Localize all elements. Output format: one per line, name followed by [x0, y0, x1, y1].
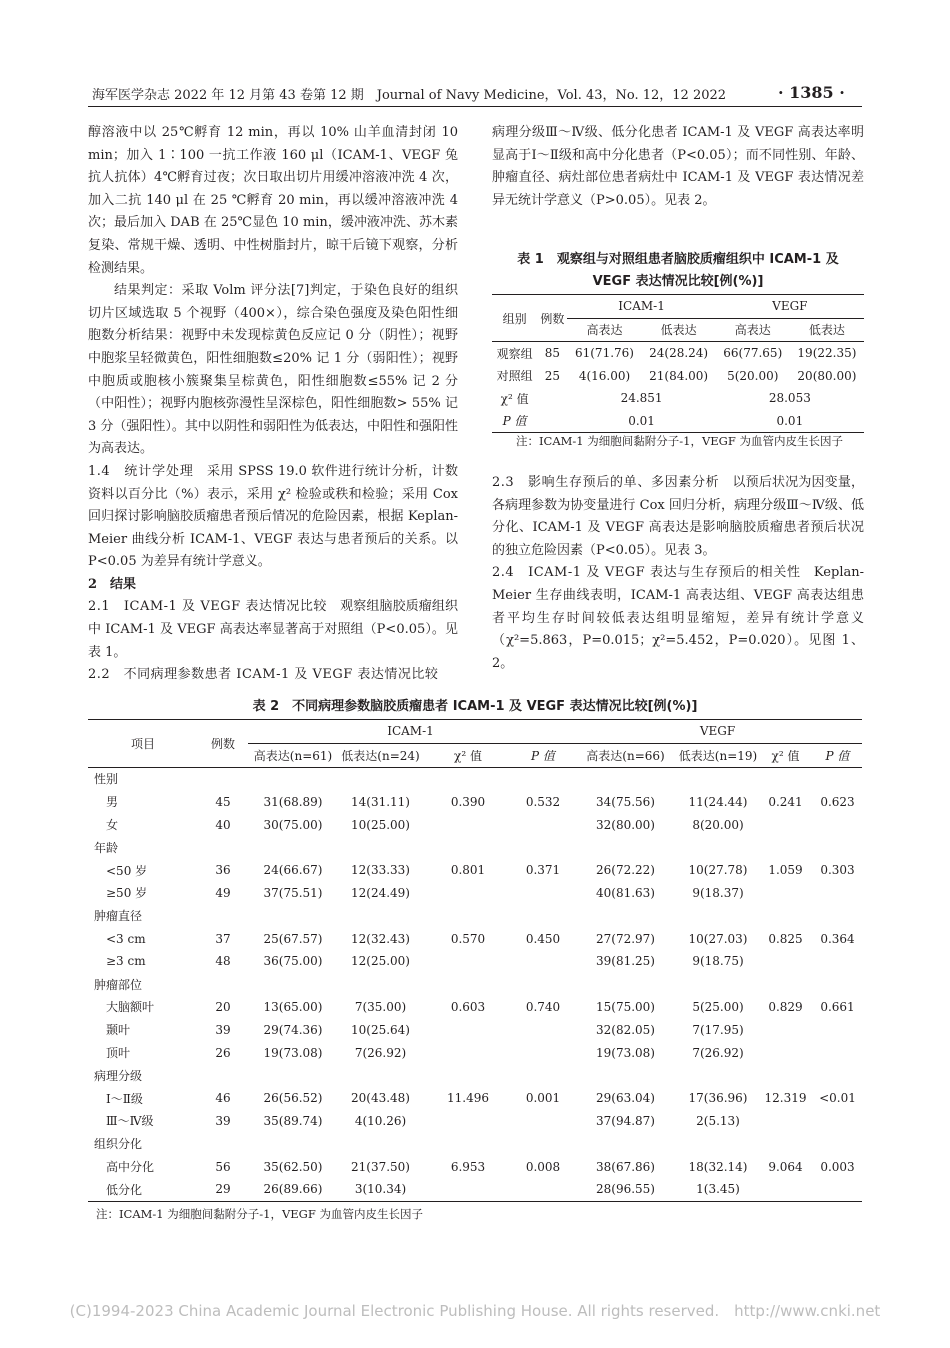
t2-cell: 20(43.48)	[351, 1091, 410, 1106]
t2-empty-cell	[338, 904, 423, 927]
t2-cell: 26(72.22)	[596, 863, 655, 878]
t2-sub-header: χ² 值	[454, 748, 482, 763]
t2-cell	[423, 1018, 513, 1041]
t2-empty-cell	[678, 904, 758, 927]
t2-cell: 0.740	[525, 999, 561, 1014]
t2-cell: 10(25.00)	[351, 817, 410, 832]
t2-cell	[758, 1018, 813, 1041]
t2-cell	[513, 882, 573, 905]
t2-empty-cell	[813, 1064, 862, 1087]
t2-cell: 56	[215, 1159, 231, 1174]
table-group-row	[88, 836, 862, 859]
t2-row-label: 女	[106, 818, 119, 833]
t2-row-label: 男	[106, 795, 119, 810]
t2-cell	[758, 1041, 813, 1064]
t2-empty-cell	[813, 973, 862, 996]
t2-cell: 40(81.63)	[596, 885, 655, 900]
t1-chi-label: χ² 值	[500, 391, 529, 406]
t2-cell: 7(26.92)	[354, 1045, 407, 1060]
section-2-title: 2 结果	[88, 576, 137, 592]
t2-empty-cell	[248, 767, 338, 790]
section-2-1	[88, 596, 458, 664]
section-1-4-text: 采用 SPSS 19.0 软件进行统计分析，计数资料以百分比（%）表示，采用 χ² 检验或秩和检验；采用 Cox 回归探讨影响脑胶质瘤患者预后情况的危险因素，根据 Keplan-Meier 曲线分析 ICAM-1、VEGF 表达与患者预后的关系。以 P<0.05 为差异有统计学意义。	[88, 463, 458, 570]
table-group-row	[88, 973, 862, 996]
t2-row-label: 大脑额叶	[106, 1000, 155, 1015]
table1	[492, 294, 864, 433]
t2-sub-header: 低表达(n=19)	[678, 748, 758, 763]
t2-cell: 32(82.05)	[596, 1022, 655, 1037]
t2-cell: 32(80.00)	[596, 817, 655, 832]
t2-cell: 2(5.13)	[696, 1113, 740, 1128]
t2-sub-header: 低表达(n=24)	[341, 748, 420, 763]
t1-header-vegf-low: 低表达	[808, 323, 845, 338]
t2-row-label: ≥3 cm	[106, 954, 146, 969]
t2-cell	[423, 882, 513, 905]
t2-cell: 10(25.64)	[351, 1022, 410, 1037]
t2-cell: 39	[215, 1022, 231, 1037]
table-row	[88, 882, 862, 905]
t2-group-label: 肿瘤部位	[94, 977, 143, 992]
t2-cell: 48	[215, 954, 231, 969]
table-row	[88, 790, 862, 813]
t2-empty-cell	[513, 1064, 573, 1087]
t2-sub-header: 高表达(n=61)	[253, 748, 333, 763]
table1-caption-line2: VEGF 表达情况比较[例(%)]	[592, 274, 764, 289]
copyright-footer: (C)1994-2023 China Academic Journal Electronic Publishing House. All rights reserved. http://www.cnki.net	[69, 1302, 881, 1320]
t2-cell: 12(32.43)	[351, 931, 410, 946]
t2-empty-cell	[513, 973, 573, 996]
table2-caption: 表 2 不同病理参数脑胶质瘤患者 ICAM-1 及 VEGF 表达情况比较[例(%)]	[252, 699, 698, 714]
t2-cell: 26(56.52)	[263, 1091, 323, 1106]
t1-cell: 21(84.00)	[649, 368, 709, 383]
t2-cell: 35(89.74)	[263, 1113, 323, 1128]
t2-empty-cell	[423, 904, 513, 927]
page-number: · 1385 ·	[778, 83, 845, 102]
t2-group-label: 病理分级	[94, 1068, 143, 1083]
table-row	[88, 1110, 862, 1133]
section-2-3-text: 以预后状况为因变量，各病理参数为协变量进行 Cox 回归分析，病理分级Ⅲ～Ⅳ级、低分化、ICAM-1 及 VEGF 高表达是影响脑胶质瘤患者预后状况的独立危险因素（P<0.05）。见表 3。	[492, 475, 864, 558]
t2-cell: 0.570	[450, 931, 486, 946]
t2-cell: 6.953	[450, 1159, 486, 1174]
t2-sub-header: P 值	[825, 748, 850, 763]
t2-cell: 21(37.50)	[351, 1159, 410, 1174]
table-row	[88, 813, 862, 836]
t2-empty-cell	[573, 767, 678, 790]
t2-sub-header: 高表达(n=66)	[586, 748, 665, 763]
t2-cell: 7(17.95)	[692, 1022, 744, 1037]
t2-empty-cell	[758, 1064, 813, 1087]
section-2-4	[492, 562, 864, 675]
table-row	[492, 342, 864, 365]
t1-cell: 24(28.24)	[649, 346, 709, 361]
t2-cell: 37	[215, 931, 231, 946]
right-column-bottom	[492, 472, 864, 675]
t2-cell: 4(10.26)	[354, 1113, 407, 1128]
t2-empty-cell	[198, 904, 248, 927]
t1-p-vegf: 0.01	[776, 413, 804, 428]
t1-header-icam-high: 高表达	[586, 323, 623, 338]
t2-cell	[813, 813, 862, 836]
t2-cell: 14(31.11)	[351, 794, 410, 809]
t2-group-label: 肿瘤直径	[94, 909, 143, 924]
t2-row-label: ≥50 岁	[106, 886, 148, 901]
table1-caption-line1: 表 1 观察组与对照组患者脑胶质瘤组织中 ICAM-1 及	[517, 252, 839, 267]
t2-cell	[513, 813, 573, 836]
t2-cell: 9(18.75)	[692, 954, 744, 969]
t2-cell: 12(33.33)	[351, 863, 410, 878]
t2-cell: 39	[215, 1113, 231, 1128]
t2-empty-cell	[573, 836, 678, 859]
t2-cell: 12(25.00)	[351, 954, 410, 969]
t2-cell	[513, 950, 573, 973]
t2-cell: 40	[215, 817, 231, 832]
table-group-row	[88, 1132, 862, 1155]
t2-empty-cell	[813, 904, 862, 927]
t2-empty-cell	[813, 1132, 862, 1155]
t2-cell: 29(63.04)	[596, 1091, 655, 1106]
t2-empty-cell	[573, 973, 678, 996]
running-header: 海军医学杂志 2022 年 12 月第 43 卷第 12 期 Journal of Navy Medicine，Vol. 43，No. 12，12 2022	[92, 88, 727, 103]
t2-cell: 19(73.08)	[596, 1045, 655, 1060]
t2-empty-cell	[248, 904, 338, 927]
t2-row-label: 顶叶	[106, 1046, 131, 1061]
t2-cell: 0.603	[450, 999, 486, 1014]
t2-cell: 45	[215, 794, 231, 809]
t2-cell	[423, 1110, 513, 1133]
table-row	[88, 1018, 862, 1041]
table1-note: 注：ICAM-1 为细胞间黏附分子-1，VEGF 为血管内皮生长因子	[516, 434, 844, 448]
t2-cell: 11.496	[447, 1091, 489, 1106]
t2-cell	[513, 1178, 573, 1201]
t1-cell: 25	[544, 368, 560, 383]
t2-empty-cell	[198, 1064, 248, 1087]
t1-header-group: 组别	[492, 295, 537, 342]
t2-cell: 0.532	[525, 794, 561, 809]
t2-cell: 7(35.00)	[354, 999, 407, 1014]
section-2-4-title: 2.4 ICAM-1 及 VEGF 表达与生存预后的相关性	[492, 565, 801, 581]
t2-empty-cell	[338, 1132, 423, 1155]
t2-group-label: 性别	[94, 772, 119, 787]
t2-cell: 1(3.45)	[696, 1182, 740, 1197]
t2-cell: 19(73.08)	[263, 1045, 323, 1060]
t1-header-vegf: VEGF	[716, 295, 864, 319]
t2-cell: 10(27.03)	[688, 931, 748, 946]
t2-cell: 31(68.89)	[263, 794, 323, 809]
t2-cell: 25(67.57)	[263, 931, 323, 946]
t2-cell: 0.001	[525, 1091, 561, 1106]
t2-cell	[813, 1178, 862, 1201]
table-row	[88, 1178, 862, 1201]
table-row	[88, 927, 862, 950]
t2-empty-cell	[338, 836, 423, 859]
t2-cell: 0.371	[525, 863, 561, 878]
t2-sub-header: χ² 值	[771, 748, 800, 763]
t2-empty-cell	[678, 836, 758, 859]
t2-row-label: <3 cm	[106, 931, 146, 946]
table2	[88, 719, 862, 1202]
t2-empty-cell	[678, 1132, 758, 1155]
t2-cell: 28(96.55)	[596, 1182, 655, 1197]
t2-cell: 7(26.92)	[692, 1045, 744, 1060]
t2-empty-cell	[423, 836, 513, 859]
t2-empty-cell	[423, 1064, 513, 1087]
t2-header-icam: ICAM-1	[248, 720, 573, 744]
t2-empty-cell	[198, 973, 248, 996]
left-column	[88, 122, 458, 687]
t2-cell: 46	[215, 1091, 231, 1106]
section-2-1-title: 2.1 ICAM-1 及 VEGF 表达情况比较	[88, 599, 328, 615]
t2-cell: 0.623	[820, 794, 855, 809]
t2-sub-header: P 值	[531, 748, 555, 763]
t2-empty-cell	[423, 1132, 513, 1155]
t2-cell	[758, 813, 813, 836]
t2-empty-cell	[573, 904, 678, 927]
table-row	[88, 1041, 862, 1064]
t2-cell: 9.064	[768, 1159, 803, 1174]
t2-cell: 3(10.34)	[354, 1182, 407, 1197]
section-2-4-text: Keplan-Meier 生存曲线表明，ICAM-1 高表达组、VEGF 高表达组患者平均生存时间较低表达组明显缩短，差异有统计学意义（χ²=5.863，P=0.015；χ²=5.452，P=0.020）。见图 1、2。	[492, 565, 864, 671]
table-group-row	[88, 1064, 862, 1087]
t2-cell	[513, 1018, 573, 1041]
table-row	[88, 1155, 862, 1178]
t2-cell: 18(32.14)	[688, 1159, 748, 1174]
t2-cell: 37(94.87)	[596, 1113, 655, 1128]
t2-cell: 1.059	[768, 863, 803, 878]
t2-cell: 37(75.51)	[263, 885, 323, 900]
t2-row-label: 低分化	[106, 1182, 143, 1197]
t2-cell: 34(75.56)	[596, 794, 655, 809]
t2-cell: 0.450	[525, 931, 561, 946]
paragraph-scoring: 结果判定：采取 Volm 评分法[7]判定，于染色良好的组织切片区域选取 5 个视野（400×），综合染色强度及染色阳性细胞数分析结果：视野中未发现棕黄色反应记 0 分（阴性）；视野中胞浆呈轻微黄色，阳性细胞数≤20% 记 1 分（弱阳性）；视野中胞质或胞核小簇聚集呈棕黄色，阳性细胞数≤55% 记 2 分（中阳性）；视野内胞核弥漫性呈深棕色，阳性细胞数> 55% 记 3 分（强阳性）。其中以阴性和弱阳性为低表达，中阳性和强阳性为高表达。	[88, 283, 458, 457]
t2-cell	[758, 950, 813, 973]
t2-cell	[758, 1110, 813, 1133]
t2-cell: 0.241	[768, 794, 803, 809]
t1-cell: 20(80.00)	[797, 368, 857, 383]
t2-cell	[513, 1041, 573, 1064]
table2-note: 注：ICAM-1 为细胞间黏附分子-1，VEGF 为血管内皮生长因子	[96, 1207, 424, 1221]
t1-p-icam: 0.01	[628, 413, 655, 428]
t2-cell: 29	[215, 1182, 231, 1197]
t2-cell	[758, 882, 813, 905]
t1-header-n: 例数	[537, 295, 567, 342]
t2-cell: 10(27.78)	[688, 863, 748, 878]
t2-cell: 13(65.00)	[263, 999, 323, 1014]
section-2-3-title: 2.3 影响生存预后的单、多因素分析	[492, 475, 720, 490]
right-column-top	[492, 122, 864, 212]
t2-empty-cell	[573, 1064, 678, 1087]
t1-header-icam: ICAM-1	[567, 295, 715, 319]
t2-cell	[813, 1110, 862, 1133]
section-1-4	[88, 461, 458, 574]
t2-cell: 0.801	[450, 863, 486, 878]
t2-cell: <0.01	[819, 1091, 856, 1106]
t2-cell: 0.829	[768, 999, 803, 1014]
t2-empty-cell	[513, 767, 573, 790]
section-2-3	[492, 472, 864, 562]
t2-empty-cell	[678, 767, 758, 790]
t2-cell: 38(67.86)	[596, 1159, 655, 1174]
t2-cell: 35(62.50)	[263, 1159, 323, 1174]
t1-chi-icam: 24.851	[620, 391, 663, 406]
t2-cell	[813, 1018, 862, 1041]
t2-empty-cell	[513, 836, 573, 859]
t2-cell: 12.319	[764, 1091, 807, 1106]
table-row-p	[492, 410, 864, 433]
t2-empty-cell	[813, 836, 862, 859]
t2-header-item: 项目	[88, 720, 198, 768]
t2-cell	[513, 1110, 573, 1133]
section-1-4-title: 1.4 统计学处理	[88, 463, 194, 479]
table-row	[88, 996, 862, 1019]
t2-empty-cell	[423, 767, 513, 790]
t1-cell: 5(20.00)	[727, 368, 779, 383]
t2-cell: 26	[215, 1045, 231, 1060]
t2-empty-cell	[248, 1064, 338, 1087]
t2-cell: 0.008	[525, 1159, 561, 1174]
table-row	[88, 950, 862, 973]
t2-cell: 0.364	[820, 931, 855, 946]
t2-cell: 36	[215, 863, 231, 878]
t2-cell: 20	[215, 999, 231, 1014]
t2-cell	[423, 1178, 513, 1201]
t1-header-vegf-high: 高表达	[734, 323, 771, 338]
t2-cell: 8(20.00)	[692, 817, 744, 832]
t2-cell: 17(36.96)	[688, 1091, 748, 1106]
t2-cell: 0.003	[820, 1159, 855, 1174]
table-row	[88, 859, 862, 882]
t2-cell	[423, 950, 513, 973]
t2-cell: 11(24.44)	[688, 794, 748, 809]
t2-empty-cell	[513, 904, 573, 927]
t2-empty-cell	[338, 767, 423, 790]
t2-header-vegf: VEGF	[573, 720, 862, 744]
t2-header-n: 例数	[198, 720, 248, 768]
t2-empty-cell	[758, 904, 813, 927]
t2-group-label: 年龄	[94, 840, 119, 855]
t2-empty-cell	[758, 836, 813, 859]
t2-cell	[758, 1178, 813, 1201]
t1-cell	[537, 387, 567, 410]
paragraph-2-2-continued: 病理分级Ⅲ～Ⅳ级、低分化患者 ICAM-1 及 VEGF 高表达率明显高于Ⅰ～Ⅱ级和高中分化患者（P<0.05）；而不同性别、年龄、肿瘤直径、病灶部位患者病灶中 ICAM-1 及 VEGF 表达情况差异无统计学意义（P>0.05）。见表 2。	[492, 125, 864, 208]
t1-cell: 66(77.65)	[723, 346, 783, 361]
table-group-row	[88, 767, 862, 790]
t2-cell	[423, 1041, 513, 1064]
t2-empty-cell	[758, 973, 813, 996]
t1-cell: 4(16.00)	[578, 368, 631, 383]
t2-empty-cell	[248, 973, 338, 996]
section-2-2-title: 2.2 不同病理参数患者 ICAM-1 及 VEGF 表达情况比较	[88, 667, 439, 683]
t2-cell	[813, 1041, 862, 1064]
t2-cell: 9(18.37)	[692, 885, 744, 900]
table-row-chi	[492, 387, 864, 410]
table-row	[88, 1087, 862, 1110]
t2-empty-cell	[678, 1064, 758, 1087]
t2-cell: 49	[215, 885, 231, 900]
t2-cell: 24(66.67)	[263, 863, 323, 878]
header-rule	[88, 106, 862, 107]
t2-empty-cell	[513, 1132, 573, 1155]
t2-cell: 39(81.25)	[596, 954, 655, 969]
table-row	[492, 365, 864, 388]
t2-empty-cell	[248, 836, 338, 859]
t2-cell: 26(89.66)	[263, 1182, 323, 1197]
t2-cell: 0.825	[768, 931, 803, 946]
t2-cell: 15(75.00)	[596, 999, 655, 1014]
t2-empty-cell	[813, 767, 862, 790]
t2-cell: 12(24.49)	[351, 885, 410, 900]
t2-row-label: <50 岁	[106, 863, 148, 878]
t2-empty-cell	[198, 1132, 248, 1155]
t2-cell: 5(25.00)	[692, 999, 744, 1014]
t1-cell: 85	[544, 346, 560, 361]
t2-cell: 30(75.00)	[263, 817, 323, 832]
t2-row-label: Ⅰ～Ⅱ级	[106, 1091, 143, 1106]
t2-cell: 27(72.97)	[596, 931, 655, 946]
t1-cell: 观察组	[496, 346, 533, 361]
t2-empty-cell	[423, 973, 513, 996]
t2-empty-cell	[198, 767, 248, 790]
table2-body	[88, 767, 862, 1201]
t2-empty-cell	[248, 1132, 338, 1155]
t1-cell: 19(22.35)	[797, 346, 857, 361]
t1-chi-vegf: 28.053	[768, 391, 811, 406]
table-group-row	[88, 904, 862, 927]
t2-empty-cell	[573, 1132, 678, 1155]
t2-row-label: Ⅲ～Ⅳ级	[106, 1114, 154, 1129]
t2-cell	[813, 950, 862, 973]
t2-cell: 0.661	[820, 999, 855, 1014]
t2-empty-cell	[338, 1064, 423, 1087]
section-2-1-text: 观察组脑胶质瘤组织中 ICAM-1 及 VEGF 高表达率显著高于对照组（P<0.05）。见表 1。	[88, 599, 458, 660]
t2-empty-cell	[198, 836, 248, 859]
t2-empty-cell	[678, 973, 758, 996]
t2-empty-cell	[338, 973, 423, 996]
t1-header-icam-low: 低表达	[660, 323, 697, 338]
t2-cell: 0.390	[450, 794, 486, 809]
t2-cell: 29(74.36)	[263, 1022, 323, 1037]
t2-cell	[423, 813, 513, 836]
t1-p-label: P 值	[502, 414, 527, 429]
t2-cell: 36(75.00)	[263, 954, 323, 969]
t2-cell: 0.303	[820, 863, 855, 878]
paragraph-staining: 醇溶液中以 25℃孵育 12 min，再以 10% 山羊血清封闭 10 min；加入 1∶100 一抗工作液 160 μl（ICAM-1、VEGF 兔抗人抗体）4℃孵育过夜；次日取出切片用缓冲溶液冲洗 4 次，加入二抗 140 μl 在 25 ℃孵育 20 min，再以缓冲溶液冲洗 4 次；最后加入 DAB 在 25℃显色 10 min，缓冲液冲洗、苏木素复染、常规干燥、透明、中性树脂封片，晾干后镜下观察，分析检测结果。	[88, 125, 458, 276]
t2-row-label: 高中分化	[106, 1160, 155, 1175]
t2-group-label: 组织分化	[94, 1137, 143, 1152]
t2-empty-cell	[758, 1132, 813, 1155]
t2-row-label: 颞叶	[106, 1023, 131, 1038]
t2-cell	[813, 882, 862, 905]
t1-cell: 对照组	[496, 369, 533, 384]
t2-empty-cell	[758, 767, 813, 790]
t1-cell: 61(71.76)	[574, 346, 634, 361]
t1-cell	[537, 410, 567, 433]
